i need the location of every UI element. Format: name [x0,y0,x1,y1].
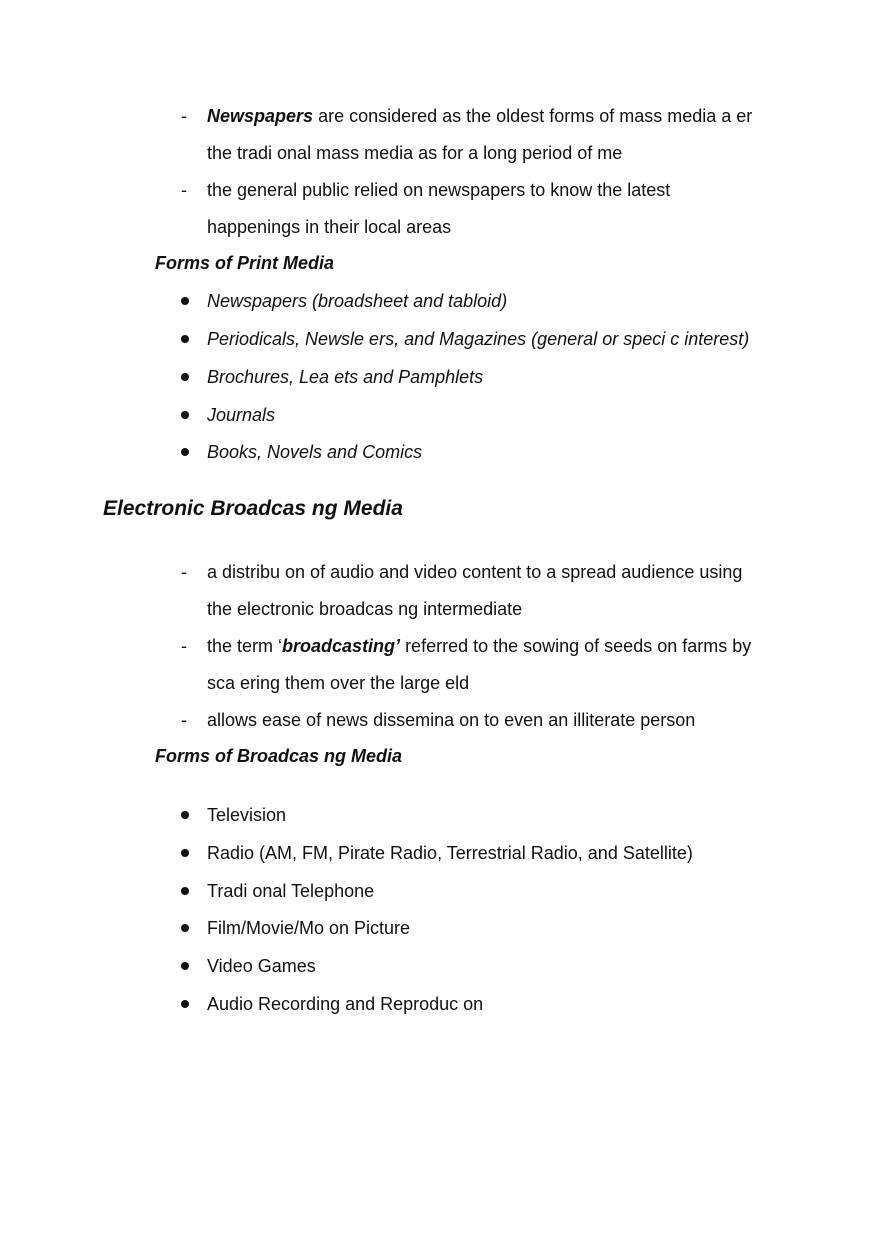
bullet-icon [181,811,189,819]
newspapers-line-2: the tradi onal mass media as for a long period of me [207,143,623,163]
public-relied-line-2: happenings in their local areas [207,217,452,237]
print-form-text: Journals [207,405,276,425]
print-form-text: Newspapers (broadsheet and tabloid) [207,291,508,311]
distribution-line-2: the electronic broadcas ng intermediate [207,599,523,619]
dash-mark: - [181,636,187,656]
print-form-text: Brochures, Lea ets and Pamphlets [207,367,484,387]
broadcast-form-text: Radio (AM, FM, Pirate Radio, Terrestrial Radio, and Satellite) [207,843,693,863]
bullet-icon [181,448,189,456]
term-pre: the term ‘ [207,636,283,656]
broadcast-form-text: Video Games [207,956,316,976]
newspapers-line-1 [207,98,787,135]
broadcast-form-text: Tradi onal Telephone [207,881,375,901]
dash-mark: - [181,710,187,730]
distribution-line-1: a distribu on of audio and video content to a spread audience using [207,562,743,582]
bullet-icon [181,373,189,381]
public-relied-line-1: the general public relied on newspapers to know the latest [207,180,671,200]
dash-mark: - [181,106,187,126]
bullet-icon [181,297,189,305]
broadcast-form-text: Television [207,805,287,825]
bullet-icon [181,849,189,857]
broadcast-forms-heading: Forms of Broadcas ng Media [155,746,403,766]
newspapers-bold-lead: Newspapers [207,106,314,126]
print-form-text: Books, Novels and Comics [207,442,423,462]
bullet-icon [181,411,189,419]
print-forms-heading: Forms of Print Media [155,253,335,273]
term-post: referred to the sowing of seeds on farms by [400,636,752,656]
dash-mark: - [181,180,187,200]
broadcasting-term-line-1 [207,628,787,665]
bullet-icon [181,962,189,970]
dash-mark: - [181,562,187,582]
newspapers-line-1-rest: are considered as the oldest forms of mass media a er [313,106,753,126]
bullet-icon [181,887,189,895]
print-form-text: Periodicals, Newsle ers, and Magazines (general or speci c interest) [207,329,750,349]
dissemination-line: allows ease of news dissemina on to even an illiterate person [207,710,696,730]
bullet-icon [181,335,189,343]
broadcast-form-text: Film/Movie/Mo on Picture [207,918,411,938]
broadcasting-term-line-2: sca ering them over the large eld [207,673,470,693]
section-heading: Electronic Broadcas ng Media [103,497,403,520]
broadcast-form-text: Audio Recording and Reproduc on [207,994,484,1014]
term-bold: broadcasting’ [282,636,401,656]
bullet-icon [181,1000,189,1008]
bullet-icon [181,924,189,932]
